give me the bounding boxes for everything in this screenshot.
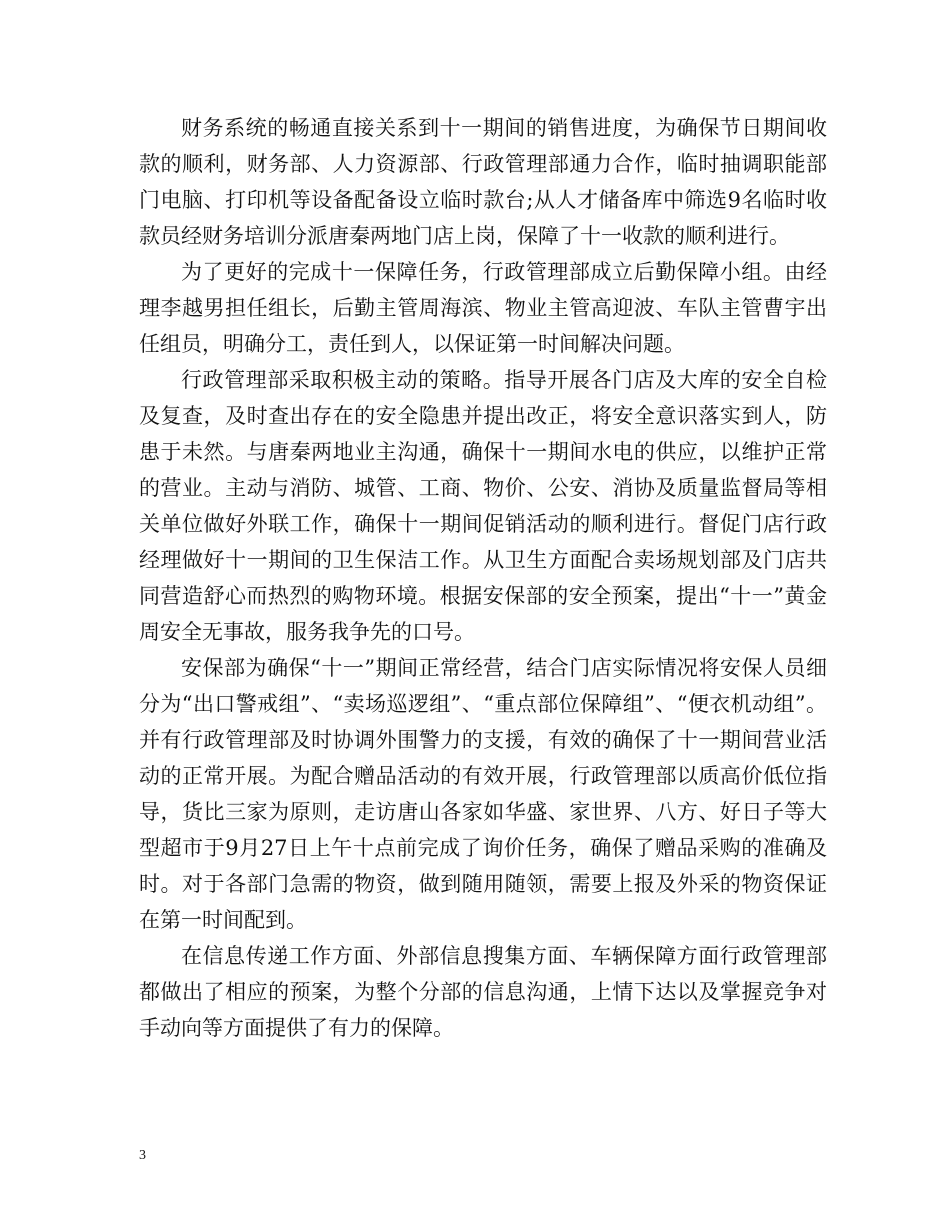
document-body	[139, 110, 827, 1046]
page-number: 3	[139, 1148, 146, 1163]
paragraph-logistics-team: 为了更好的完成十一保障任务，行政管理部成立后勤保障小组。由经理李越男担任组长，后勤主管周海滨、物业主管高迎波、车队主管曹宇出任组员，明确分工，责任到人，以保证第一时间解决问题。	[139, 260, 827, 356]
paragraph-finance: 财务系统的畅通直接关系到十一期间的销售进度，为确保节日期间收款的顺利，财务部、人力资源部、行政管理部通力合作，临时抽调职能部门电脑、打印机等设备配备设立临时款台;从人才储备库中筛选9名临时收款员经财务培训分派唐秦两地门店上岗，保障了十一收款的顺利进行。	[139, 116, 827, 248]
paragraph-security: 安保部为确保“十一”期间正常经营，结合门店实际情况将安保人员细分为“出口警戒组”、“卖场巡逻组”、“重点部位保障组”、“便衣机动组”。并有行政管理部及时协调外围警力的支援，有效的确保了十一期间营业活动的正常开展。为配合赠品活动的有效开展，行政管理部以质高价低位指导，货比三家为原则，走访唐山各家如华盛、家世界、八方、好日子等大型超市于9月27日上午十点前完成了询价任务，确保了赠品采购的准确及时。对于各部门急需的物资，做到随用随领，需要上报及外采的物资保证在第一时间配到。	[139, 656, 827, 932]
paragraph-information: 在信息传递工作方面、外部信息搜集方面、车辆保障方面行政管理部都做出了相应的预案，为整个分部的信息沟通，上情下达以及掌握竞争对手动向等方面提供了有力的保障。	[139, 944, 827, 1040]
paragraph-administration: 行政管理部采取积极主动的策略。指导开展各门店及大库的安全自检及复查，及时查出存在的安全隐患并提出改正，将安全意识落实到人，防患于未然。与唐秦两地业主沟通，确保十一期间水电的供应，以维护正常的营业。主动与消防、城管、工商、物价、公安、消协及质量监督局等相关单位做好外联工作，确保十一期间促销活动的顺利进行。督促门店行政经理做好十一期间的卫生保洁工作。从卫生方面配合卖场规划部及门店共同营造舒心而热烈的购物环境。根据安保部的安全预案，提出“十一”黄金周安全无事故，服务我争先的口号。	[139, 368, 827, 644]
